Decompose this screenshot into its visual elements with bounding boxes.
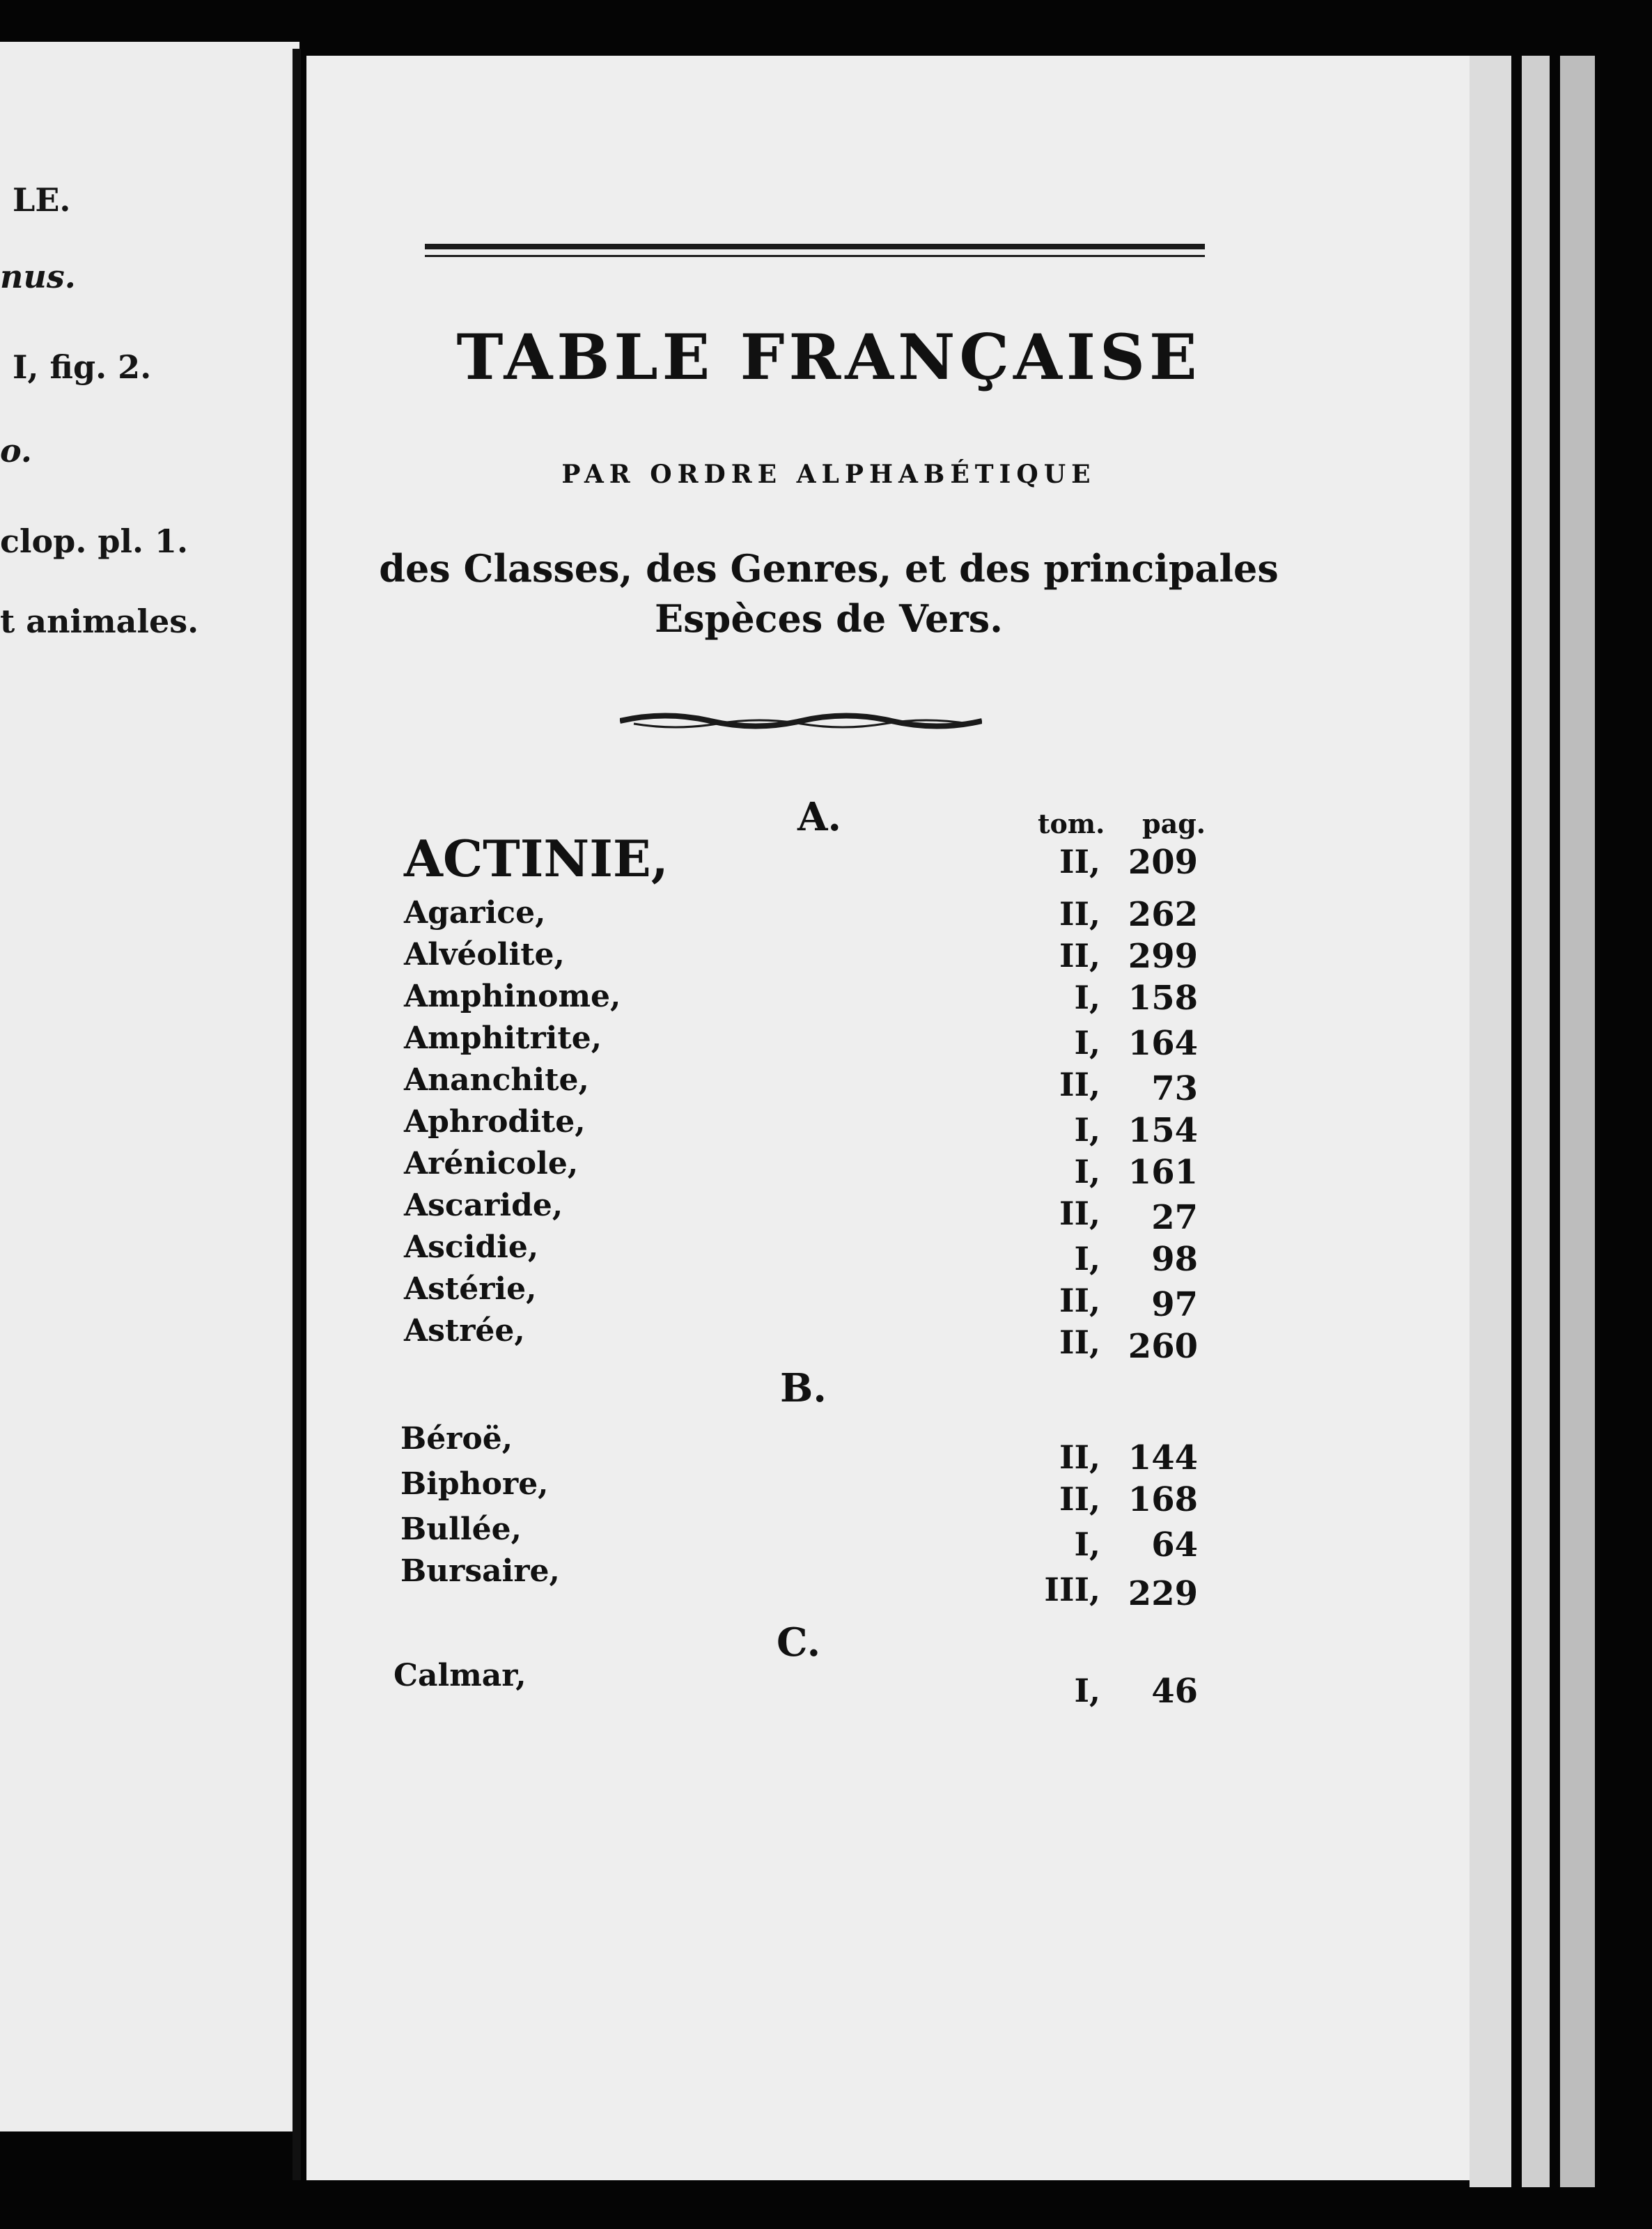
index-page: [306, 56, 1470, 2180]
column-header-tom: tom.: [1038, 808, 1105, 839]
entry-tom: II,: [1059, 1195, 1100, 1232]
entry-tom: II,: [1059, 895, 1100, 933]
entry-pag: 27: [1151, 1198, 1198, 1237]
book-gutter: [293, 49, 301, 2180]
section-letter: C.: [777, 1620, 821, 1665]
entry-tom: I,: [1074, 1240, 1100, 1277]
entry-name: Bursaire,: [400, 1553, 560, 1589]
previous-page-line: I, fig. 2.: [13, 348, 152, 386]
entry-pag: 229: [1128, 1574, 1198, 1613]
page-edge: [1560, 56, 1595, 2187]
page-title: TABLE FRANÇAISE: [456, 320, 1201, 394]
entry-name: ACTINIE,: [404, 829, 669, 888]
entry-tom: II,: [1059, 1438, 1100, 1476]
subtitle-line: des Classes, des Genres, et des principales: [379, 546, 1279, 591]
entry-tom: II,: [1059, 937, 1100, 974]
subtitle-line: Espèces de Vers.: [655, 596, 1003, 641]
entry-tom: I,: [1074, 979, 1100, 1016]
entry-name: Calmar,: [393, 1658, 527, 1693]
entry-tom: II,: [1059, 1066, 1100, 1103]
entry-pag: 144: [1128, 1438, 1198, 1477]
entry-pag: 46: [1151, 1672, 1198, 1711]
entry-pag: 97: [1151, 1285, 1198, 1324]
entry-name: Biphore,: [400, 1466, 549, 1502]
entry-pag: 64: [1151, 1525, 1198, 1564]
entry-pag: 73: [1151, 1069, 1198, 1108]
entry-tom: III,: [1044, 1571, 1100, 1608]
page-edge: [1470, 56, 1511, 2187]
entry-name: Agarice,: [404, 895, 546, 931]
entry-name: Amphitrite,: [404, 1020, 602, 1056]
entry-name: Ananchite,: [404, 1062, 589, 1098]
previous-page-line: o.: [0, 432, 32, 469]
previous-page-fragment: [0, 42, 299, 2131]
previous-page-line: nus.: [0, 258, 76, 295]
entry-tom: I,: [1074, 1153, 1100, 1190]
page-subtitle-description: [306, 543, 1351, 644]
page-edge: [1522, 56, 1550, 2187]
previous-page-line: t animales.: [0, 603, 199, 640]
entry-pag: 164: [1128, 1024, 1198, 1063]
ornament-rule-icon: [620, 707, 982, 735]
entry-pag: 260: [1128, 1327, 1198, 1366]
entry-name: Aphrodite,: [404, 1104, 586, 1140]
entry-tom: I,: [1074, 1111, 1100, 1149]
entry-name: Ascidie,: [404, 1229, 539, 1265]
entry-name: Astérie,: [404, 1271, 537, 1307]
previous-page-line: clop. pl. 1.: [0, 522, 189, 560]
entry-name: Béroë,: [400, 1421, 513, 1457]
entry-name: Amphinome,: [404, 979, 621, 1014]
entry-pag: 158: [1128, 979, 1198, 1018]
entry-name: Arénicole,: [404, 1146, 579, 1181]
entry-tom: II,: [1059, 1480, 1100, 1518]
entry-pag: 262: [1128, 895, 1198, 934]
top-rule: [425, 244, 1205, 249]
entry-name: Bullée,: [400, 1512, 522, 1547]
entry-pag: 98: [1151, 1240, 1198, 1279]
previous-page-line: LE.: [13, 181, 71, 219]
top-rule-thin: [425, 255, 1205, 257]
entry-tom: II,: [1059, 1282, 1100, 1319]
entry-tom: I,: [1074, 1525, 1100, 1563]
entry-tom: II,: [1059, 843, 1100, 880]
entry-pag: 154: [1128, 1111, 1198, 1150]
column-header-pag: pag.: [1142, 808, 1206, 839]
section-letter: A.: [797, 794, 841, 840]
section-letter: B.: [780, 1365, 827, 1411]
entry-pag: 168: [1128, 1480, 1198, 1519]
entry-name: Astrée,: [404, 1313, 525, 1349]
entry-tom: II,: [1059, 1323, 1100, 1361]
entry-tom: I,: [1074, 1672, 1100, 1709]
entry-pag: 161: [1128, 1153, 1198, 1192]
entry-name: Ascaride,: [404, 1188, 563, 1223]
entry-tom: I,: [1074, 1024, 1100, 1062]
entry-pag: 209: [1128, 843, 1198, 882]
entry-pag: 299: [1128, 937, 1198, 976]
page-subtitle: PAR ORDRE ALPHABÉTIQUE: [561, 460, 1096, 489]
entry-name: Alvéolite,: [404, 937, 565, 972]
